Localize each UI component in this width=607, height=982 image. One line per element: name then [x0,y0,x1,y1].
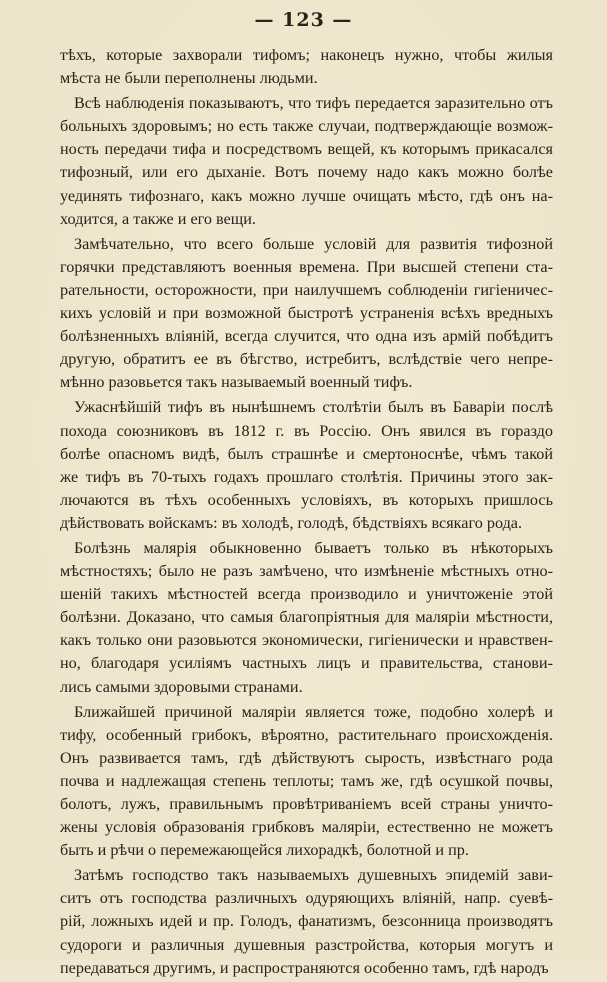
text-line: лючаются въ тѣхъ особенныхъ условіяхъ, въ которыхъ пришлось [60,490,553,509]
text-line: Замѣчательно, что всего больше условій для развитія тифозной [74,234,553,253]
paragraph [60,233,553,395]
text-line: ность передачи тифа и посредствомъ вещей, къ которымъ прикасался [60,140,553,159]
text-line: уединять тифознаго, какъ можно лучше очищать мѣсто, гдѣ онъ на- [60,186,553,205]
paragraph [60,701,553,863]
text-line: какъ только они разовьются экономически, гигіенически и нравствен- [60,631,553,650]
text-line: но, благодаря усиліямъ частныхъ лицъ и правительства, станови- [60,654,553,673]
text-line: другую, обратитъ ее въ бѣгство, истребитъ, вслѣдствіе чего непре- [60,350,553,369]
text-line: тифу, особенный грибокъ, вѣроятно, растительнаго происхожденія. [60,725,553,744]
text-line: горячки представляютъ военныя времена. При высшей степени ста- [60,257,553,276]
text-line: рій, ложныхъ идей и пр. Голодъ, фанатизмъ, безсонница производятъ [60,912,553,931]
text-line: ходится, а также и его вещи. [60,209,256,228]
text-line: Ближайшей причиной маляріи является тоже, подобно холерѣ и [74,702,553,721]
paragraph [60,44,553,90]
text-line: судороги и различныя душевныя разстройства, которыя могутъ и [60,935,553,954]
text-line: болотъ, лужъ, правильнымъ провѣтриваніемъ всей страны уничто- [60,795,553,813]
text-line: Всѣ наблюденія показываютъ, что тифъ передается заразительно отъ [74,94,553,113]
text-line: Ужаснѣйшій тифъ въ нынѣшнемъ столѣтіи былъ въ Баваріи послѣ [74,398,553,417]
text-line: почва и надлежащая степень теплоты; тамъ же, гдѣ осушкой почвы, [60,771,553,790]
text-line: болѣе опасномъ видѣ, былъ страшнѣе и смертоноснѣе, чѣмъ такой [60,444,553,463]
text-line: жены условія образованія грибковъ маляріи, естественно не можетъ [60,818,553,837]
text-line: дѣйствовать войскамъ: въ холодѣ, голодѣ, бѣдствіяхъ всякаго рода. [60,513,523,532]
paragraph [60,864,553,979]
text-line: Онъ развивается тамъ, гдѣ дѣйствуютъ сырость, извѣстнаго рода [60,748,553,767]
text-line: же тифъ въ 70-тыхъ годахъ прошлаго столѣтія. Причины этого зак- [60,467,553,486]
text-line: похода союзниковъ въ 1812 г. въ Россію. Онъ явился въ гораздо [60,421,553,440]
text-line: болѣзни. Доказано, что самыя благопріятныя для маляріи мѣстности, [60,608,553,627]
text-line: мѣста не были переполнены людьми. [60,69,318,88]
text-line: рательности, осторожности, при наилучшемъ соблюденіи гигіеничес- [60,280,553,299]
text-line: мѣнно разовьется такъ называемый военный тифъ. [60,373,413,392]
text-line: тифозный, или его дыханіе. Вотъ почему надо какъ можно болѣе [60,163,553,182]
text-line: ситъ отъ господства различныхъ одуряющихъ вліяній, напр. суевѣ- [60,889,553,908]
text-line: быть и рѣчи о перемежающейся лихорадкѣ, болотной и пр. [60,841,469,860]
text-line: тѣхъ, которые захворали тифомъ; наконецъ нужно, чтобы жилыя [60,46,553,64]
paragraph [60,396,553,535]
paragraph [60,92,553,231]
text-line: Болѣзнь малярія обыкновенно бываетъ только въ нѣкоторыхъ [74,538,553,557]
text-line: болѣзненныхъ вліяній, всегда случится, что одна изъ армій побѣдитъ [60,327,553,346]
text-line: Затѣмъ господство такъ называемыхъ душевныхъ эпидемій зави- [74,866,553,885]
text-line: шеній такихъ мѣстностей всегда производило и уничтоженіе этой [60,585,553,604]
text-line: лись самыми здоровыми странами. [60,677,303,696]
paragraph [60,537,553,699]
text-line: кихъ условій и при возможной быстротѣ устраненія всѣхъ вредныхъ [60,304,553,323]
text-line: больныхъ здоровымъ; но есть также случаи, подтверждающіе возмож- [60,117,553,136]
text-line: передаваться другимъ, и распространяются особенно тамъ, гдѣ народъ [60,958,549,977]
body-text [60,44,553,982]
page-number: — 123 — [254,9,353,31]
text-line: мѣстностяхъ; было не разъ замѣчено, что измѣненіе мѣстныхъ отно- [60,562,553,581]
